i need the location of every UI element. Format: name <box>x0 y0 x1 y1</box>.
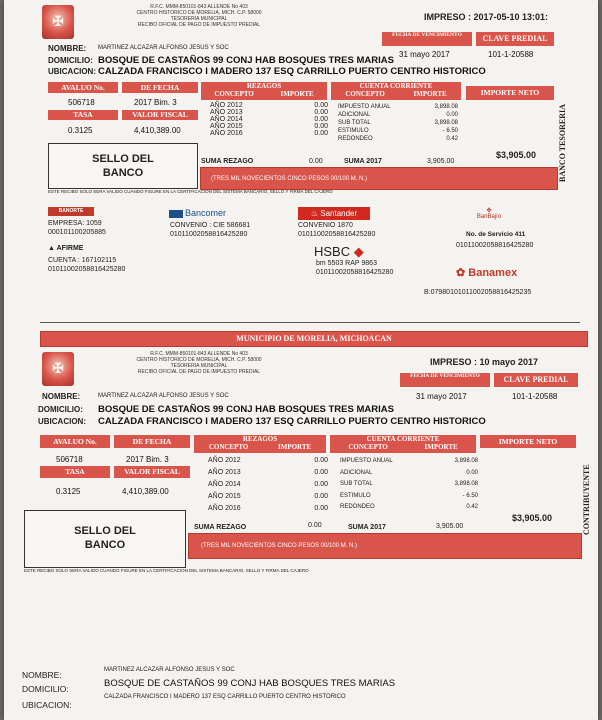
cut-line <box>40 322 580 323</box>
suma-2017-value: 3,905.00 <box>427 158 455 165</box>
clave-value: 101-1-20588 <box>488 50 534 59</box>
bancomer-ref: 01011002058816425280 <box>170 231 248 238</box>
suma-2017-label: SUMA 2017 <box>344 158 382 165</box>
sello-line2: BANCO <box>102 167 144 179</box>
suma-rezago-label: SUMA REZAGO <box>201 158 254 165</box>
letra-text-1: (TRES MIL NOVECIENTOS CINCO PESOS 00/100 M. N.) <box>211 176 368 182</box>
banbajio-logo: ✤ BanBajío <box>476 208 502 220</box>
sello-box-2 <box>24 510 186 568</box>
recibo-text: RECIBO OFICIAL DE PAGO DE IMPUESTO PREDIAL <box>137 22 261 28</box>
domicilio-value-3: BOSQUE DE CASTAÑOS 99 CONJ HAB BOSQUES TRES MARIAS <box>104 678 396 689</box>
clave-header: CLAVE PREDIAL <box>476 32 554 46</box>
contribuyente-label: CONTRIBUYENTE <box>582 464 591 535</box>
afirme-ref: 01011002058816425280 <box>48 266 126 273</box>
corriente-row: ESTIMULO - 6.50 <box>338 128 458 134</box>
ubicacion-value: CALZADA FRANCISCO I MADERO 137 ESQ CARRILLO PUERTO CENTRO HISTORICO <box>98 66 486 77</box>
importe-neto-header-2: IMPORTE NETO <box>480 435 576 448</box>
ubicacion-label: UBICACION: <box>48 67 96 76</box>
impreso-2: IMPRESO : 10 mayo 2017 <box>430 357 539 367</box>
ubicacion-label-3: UBICACION: <box>22 700 72 710</box>
rezago-row: AÑO 2014 0.00 <box>210 116 328 123</box>
santander-ref: 01011002058816425280 <box>298 231 376 238</box>
valor-fiscal-header: VALOR FISCAL <box>122 110 198 120</box>
corriente-concepto: CONCEPTO <box>345 90 385 98</box>
header-block-2 <box>114 351 284 375</box>
rezago-row: AÑO 2013 0.00 <box>210 109 328 116</box>
afirme-cuenta: CUENTA : 167102115 <box>48 257 117 264</box>
de-fecha-value-2: 2017 Bim. 3 <box>126 455 169 464</box>
corriente-header-2: CUENTA CORRIENTE CONCEPTO IMPORTE <box>330 435 476 453</box>
importe-neto-value-2: $3,905.00 <box>512 513 553 523</box>
rezago-row: AÑO 2016 0.00 <box>208 505 328 512</box>
tesoreria-text-2: TESORERIA MUNICIPAL <box>170 363 228 369</box>
receipt-paper <box>4 0 598 720</box>
importe-neto-value: $3,905.00 <box>496 150 537 160</box>
fecha-venc-header-2: FECHA DE VENCIMIENTO <box>400 373 490 387</box>
corriente-row: REDONDEO 0.42 <box>340 504 478 510</box>
nombre-label-2: NOMBRE: <box>42 392 81 401</box>
avaluo-header: AVALUO No. <box>48 82 118 93</box>
rfc-text: R.F.C. MMM-850101-843 ALLENDE No 403 <box>150 4 248 10</box>
recibo-text-2: RECIBO OFICIAL DE PAGO DE IMPUESTO PREDIAL <box>137 369 261 375</box>
rezagos-title: REZAGOS <box>246 82 282 90</box>
rezago-row: AÑO 2012 0.00 <box>210 102 328 109</box>
municipal-seal-logo-2: ✠ <box>42 352 74 386</box>
banco-tesoreria-label: BANCO TESORERIA <box>558 104 567 182</box>
corriente-title: CUENTA CORRIENTE <box>359 82 433 90</box>
corriente-row: IMPUESTO ANUAL 3,898.08 <box>340 458 478 464</box>
valor-fiscal-value: 4,410,389.00 <box>134 126 181 135</box>
rezago-row: AÑO 2013 0.00 <box>208 469 328 476</box>
suma-2017-value-2: 3,905.00 <box>436 523 464 530</box>
avaluo-value-2: 506718 <box>56 455 83 464</box>
bancomer-logo: Bancomer <box>169 208 226 218</box>
rezagos-title-2: REZAGOS <box>242 435 278 443</box>
domicilio-label-3: DOMICILIO: <box>22 684 69 694</box>
ubicacion-value-3: CALZADA FRANCISCO I MADERO 137 ESQ CARRILLO PUERTO CENTRO HISTORICO <box>104 694 346 700</box>
impreso-1: IMPRESO : 2017-05-10 13:01: <box>424 12 549 22</box>
corriente-row: SUB TOTAL 3,898.08 <box>338 120 458 126</box>
corriente-list-1 <box>338 103 458 143</box>
rfc-text-2: R.F.C. MMM-850101-843 ALLENDE No 403 <box>150 351 248 357</box>
rezagos-concepto: CONCEPTO <box>214 90 254 98</box>
corriente-row: REDONDEO 0.42 <box>338 136 458 142</box>
banbajio-serv: No. de Servicio 411 <box>466 231 526 238</box>
suma-rezago-label-2: SUMA REZAGO <box>194 524 247 531</box>
corriente-row: SUB TOTAL 3,898.08 <box>340 481 478 487</box>
banamex-ref: B:07980101011002058816425235 <box>424 289 532 296</box>
tasa-header: TASA <box>48 110 118 120</box>
letra-bar-2 <box>188 533 582 559</box>
letra-text-2: (TRES MIL NOVECIENTOS CINCO PESOS 00/100 M. N.) <box>201 543 358 549</box>
ubicacion-value-2: CALZADA FRANCISCO I MADERO 137 ESQ CARRILLO PUERTO CENTRO HISTORICO <box>98 416 486 427</box>
santander-conv: CONVENIO 1870 <box>298 222 353 229</box>
nombre-value: MARTINEZ ALCAZAR ALFONSO JESUS Y SOC <box>98 45 229 51</box>
letra-bar-1 <box>200 167 558 190</box>
domicilio-label-2: DOMICILIO: <box>38 405 83 414</box>
clave-header-2: CLAVE PREDIAL <box>494 373 578 387</box>
suma-rezago-value-2: 0.00 <box>308 522 322 529</box>
suma-rezago-value: 0.00 <box>309 158 323 165</box>
rezago-row: AÑO 2015 0.00 <box>208 493 328 500</box>
rezagos-importe: IMPORTE <box>280 90 314 98</box>
suma-2017-label-2: SUMA 2017 <box>348 524 386 531</box>
banamex-logo: ✿ Banamex <box>456 267 518 279</box>
hsbc-ref: 01011002058816425280 <box>316 269 394 276</box>
sello-line2-2: BANCO <box>84 539 126 551</box>
tesoreria-text: TESORERIA MUNICIPAL <box>170 16 228 22</box>
tasa-header-2: TASA <box>40 466 110 478</box>
rezago-row: AÑO 2012 0.00 <box>208 457 328 464</box>
municipio-bar: MUNICIPIO DE MORELIA, MICHOACAN <box>40 331 588 347</box>
rezago-row: AÑO 2014 0.00 <box>208 481 328 488</box>
sello-line1-2: SELLO DEL <box>74 525 136 537</box>
rezagos-header <box>201 82 327 100</box>
bancomer-conv: CONVENIO : CIE 586681 <box>170 222 251 229</box>
banorte-empresa: EMPRESA: 1059 <box>48 220 102 227</box>
corriente-row: ADICIONAL 0.00 <box>338 112 458 118</box>
domicilio-label: DOMICILIO: <box>48 56 93 65</box>
domicilio-value: BOSQUE DE CASTAÑOS 99 CONJ HAB BOSQUES TRES MARIAS <box>98 55 394 66</box>
corriente-header <box>331 82 461 100</box>
banbajio-ref: 01011002058816425280 <box>456 242 534 249</box>
banorte-ref: 000101100205885 <box>48 229 106 236</box>
nombre-value-3: MARTINEZ ALCAZAR ALFONSO JESUS Y SOC <box>104 667 235 673</box>
valor-fiscal-value-2: 4,410,389.00 <box>122 487 169 496</box>
corriente-importe: IMPORTE <box>413 90 447 98</box>
nombre-label-3: NOMBRE: <box>22 670 62 680</box>
nombre-label: NOMBRE: <box>48 44 87 53</box>
hsbc-rap: bm 5503 RAP 9863 <box>316 260 377 267</box>
rezagos-list-2 <box>208 455 328 515</box>
centro-text: CENTRO HISTORICO DE MORELIA, MICH. C.P. 58000 <box>136 10 262 16</box>
rezago-row: AÑO 2016 0.00 <box>210 130 328 137</box>
importe-neto-header: IMPORTE NETO <box>466 86 554 100</box>
municipal-seal-logo: ✠ <box>42 5 74 39</box>
fecha-venc-header: FECHA DE VENCIMIENTO <box>382 32 472 46</box>
avaluo-header-2: AVALUO No. <box>40 435 110 448</box>
banorte-logo: BANORTE <box>48 207 94 216</box>
corriente-row: ADICIONAL 0.00 <box>340 469 478 476</box>
afirme-logo: ▲ AFIRME <box>48 245 84 252</box>
hsbc-logo: HSBC ◆ <box>314 244 364 259</box>
centro-text-2: CENTRO HISTORICO DE MORELIA, MICH. C.P. 58000 <box>136 357 262 363</box>
fecha-venc-value: 31 mayo 2017 <box>399 50 450 59</box>
domicilio-value-2: BOSQUE DE CASTAÑOS 99 CONJ HAB BOSQUES TRES MARIAS <box>98 404 394 415</box>
rezagos-header-2: REZAGOS CONCEPTO IMPORTE <box>194 435 326 453</box>
rezago-row: AÑO 2015 0.00 <box>210 123 328 130</box>
corriente-title-2: CUENTA CORRIENTE <box>366 435 440 443</box>
clave-value-2: 101-1-20588 <box>512 392 558 401</box>
de-fecha-header-2: DE FECHA <box>114 435 190 448</box>
rezagos-list-1 <box>210 102 328 137</box>
nota-1: ESTE RECIBO SOLO SERA VALIDO CUANDO FIGURE EN LA CERTIFICACION DEL SISTEMA BANCARIO, SELLO Y FIRMA DEL CAJERO <box>48 189 333 194</box>
fecha-venc-value-2: 31 mayo 2017 <box>416 392 467 401</box>
corriente-row: ESTIMULO - 6.50 <box>340 492 478 499</box>
de-fecha-value: 2017 Bim. 3 <box>134 98 177 107</box>
corriente-row: IMPUESTO ANUAL 3,898.08 <box>338 104 458 110</box>
ubicacion-label-2: UBICACION: <box>38 417 86 426</box>
santander-logo: ♨ Santander <box>298 207 370 220</box>
de-fecha-header: DE FECHA <box>122 82 198 93</box>
sello-line1: SELLO DEL <box>92 153 154 165</box>
nombre-value-2: MARTINEZ ALCAZAR ALFONSO JESUS Y SOC <box>98 393 229 399</box>
header-block-1 <box>114 4 284 28</box>
nota-2: ESTE RECIBO SOLO SERA VALIDO CUANDO FIGURE EN LA CERTIFICACION DEL SISTEMA BANCARIO, SELLO Y FIRMA DEL CAJERO <box>24 568 309 573</box>
sello-box-1 <box>48 143 198 189</box>
tasa-value-2: 0.3125 <box>56 487 81 496</box>
avaluo-value: 506718 <box>68 98 95 107</box>
corriente-list-2 <box>340 456 478 514</box>
valor-fiscal-header-2: VALOR FISCAL <box>114 466 190 478</box>
tasa-value: 0.3125 <box>68 126 93 135</box>
